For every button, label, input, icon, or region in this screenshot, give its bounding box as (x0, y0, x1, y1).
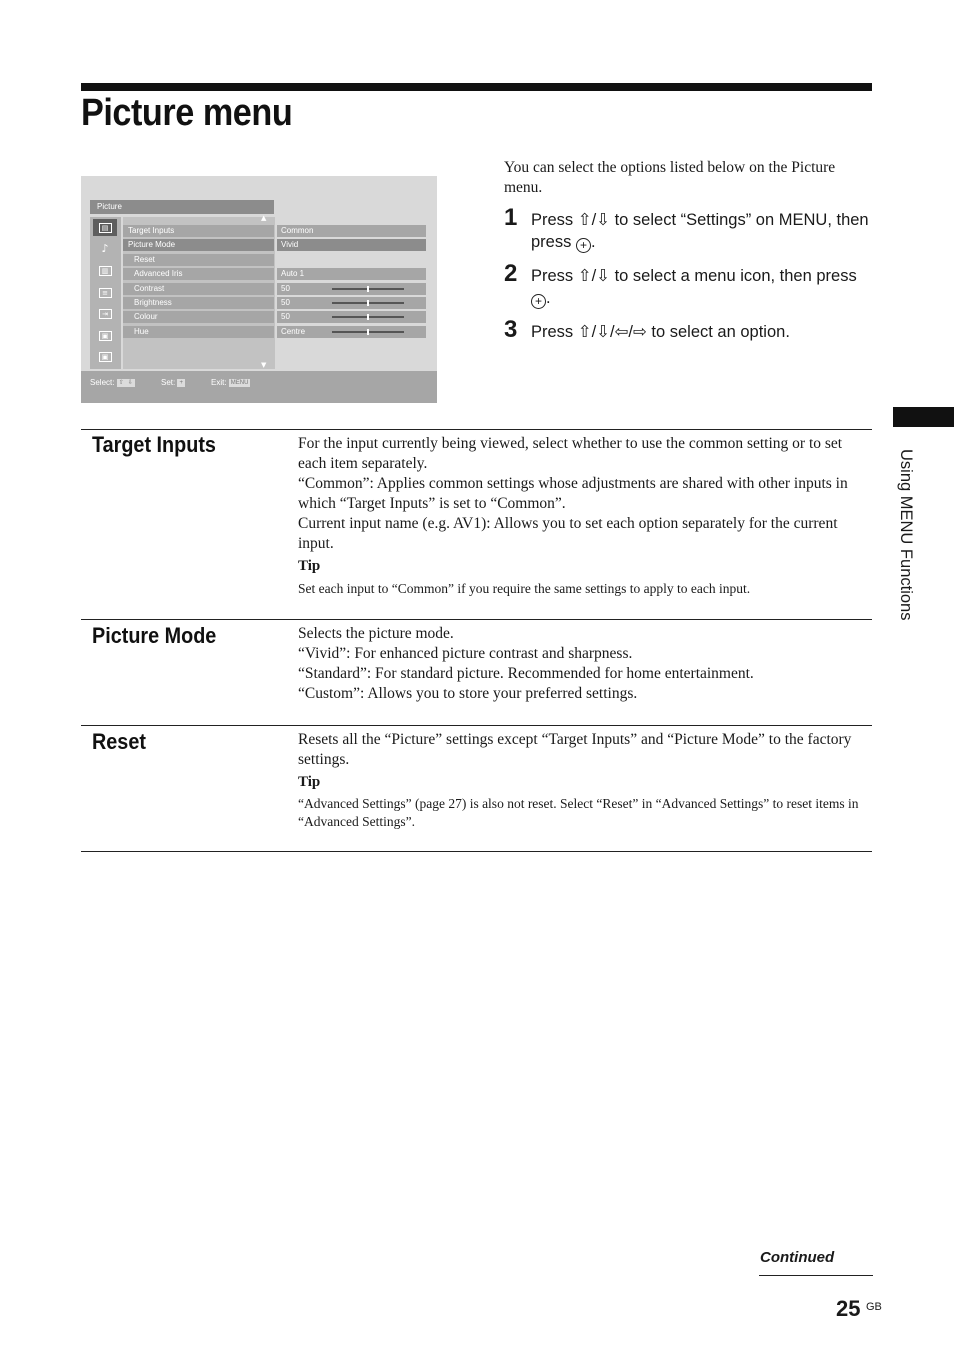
desc-line: “Standard”: For standard picture. Recommended for home entertainment. (298, 665, 754, 682)
tip-label: Tip (298, 558, 321, 574)
osd-row-label[interactable]: Brightness (123, 297, 274, 309)
table-rule (81, 429, 872, 430)
desc-line: Selects the picture mode. (298, 625, 454, 642)
picture-icon[interactable]: ▤ (93, 219, 117, 236)
osd-row-label[interactable]: Colour (123, 311, 274, 323)
osd-panel (90, 200, 427, 371)
screen-icon[interactable]: ▥ (93, 262, 117, 279)
section-tab-label: Using MENU Functions (897, 449, 915, 621)
continued-rule (759, 1275, 873, 1276)
step-number: 2 (504, 260, 518, 287)
osd-row-label[interactable]: Contrast (123, 283, 274, 295)
scroll-up-icon: ▲ (261, 214, 267, 222)
contrast-slider[interactable] (332, 288, 404, 290)
osd-row-value[interactable]: 50 (277, 297, 426, 309)
term-picture-mode: Picture Mode (92, 623, 217, 648)
continued-label: Continued (760, 1249, 835, 1266)
setup-icon[interactable]: ≡ (93, 284, 117, 301)
table-rule (81, 851, 872, 852)
osd-row-label[interactable]: Target Inputs (123, 225, 274, 237)
osd-row-value[interactable]: Common (277, 225, 426, 237)
table-rule (81, 725, 872, 726)
input-icon[interactable]: ⇥ (93, 305, 117, 322)
osd-row-label[interactable]: Reset (123, 254, 274, 266)
tip-text: “Advanced Settings” (page 27) is also not reset. Select “Reset” in “Advanced Settings” to reset items in “Advanced Settings”. (298, 796, 859, 829)
brightness-slider[interactable] (332, 302, 404, 304)
desc-line: For the input currently being viewed, select whether to use the common setting or to set each item separately. (298, 435, 843, 472)
top-rule (81, 83, 872, 91)
step-text: Press ⇧/⇩ to select a menu icon, then press + . (531, 267, 857, 308)
step-text: Press ⇧/⇩/⇦/⇨ to select an option. (531, 323, 790, 341)
section-tab (893, 449, 923, 649)
osd-header: Picture (90, 200, 274, 214)
osd-row-label[interactable]: Advanced Iris (123, 268, 274, 280)
osd-row-value[interactable]: 50 (277, 311, 426, 323)
table-rule (81, 619, 872, 620)
page-title: Picture menu (81, 92, 293, 134)
desc-line: “Vivid”: For enhanced picture contrast and sharpness. (298, 645, 633, 662)
term-target-inputs: Target Inputs (92, 432, 216, 457)
set-button-icon: + (576, 238, 591, 253)
intro-text: You can select the options listed below on the Picture menu. (504, 159, 836, 196)
step-number: 1 (504, 204, 518, 231)
osd-row-label[interactable]: Hue (123, 326, 274, 338)
osd-row-value[interactable]: Centre (277, 326, 426, 338)
osd-select-hint: Select: ⇧ ⇩ (90, 378, 133, 387)
section-tab-marker (893, 407, 954, 427)
osd-row-value[interactable]: 50 (277, 283, 426, 295)
hue-slider[interactable] (332, 331, 404, 333)
osd-exit-hint: Exit: MENU (211, 378, 249, 387)
osd-footer (81, 371, 437, 403)
sound-icon[interactable]: ♪ (101, 242, 109, 255)
settings-icon[interactable]: ▣ (93, 327, 117, 344)
tip-text: Set each input to “Common” if you require the same settings to apply to each input. (298, 581, 751, 596)
osd-row-value[interactable]: Vivid (277, 239, 426, 251)
desc-line: “Common”: Applies common settings whose adjustments are shared with other inputs in which “Target Inputs” is set to “Common”. (298, 475, 848, 512)
desc-line: Current input name (e.g. AV1): Allows you to set each option separately for the current input. (298, 515, 838, 552)
osd-row-label[interactable]: Picture Mode (123, 239, 274, 251)
osd-set-hint: Set: + (161, 378, 183, 387)
term-reset: Reset (92, 729, 146, 754)
page-suffix: GB (866, 1301, 882, 1313)
set-button-icon: + (531, 294, 546, 309)
osd-row-value[interactable]: Auto 1 (277, 268, 426, 280)
pc-settings-icon[interactable]: ▣ (93, 348, 117, 365)
scroll-down-icon: ▼ (261, 361, 267, 369)
step-number: 3 (504, 316, 518, 343)
page-number: 25 (836, 1296, 861, 1321)
desc-line: “Custom”: Allows you to store your preferred settings. (298, 685, 638, 702)
desc-line: Resets all the “Picture” settings except “Target Inputs” and “Picture Mode” to the factory settings. (298, 731, 852, 768)
picture-menu-screenshot (81, 176, 437, 403)
colour-slider[interactable] (332, 316, 404, 318)
tip-label: Tip (298, 774, 321, 790)
osd-icon-column (90, 217, 121, 369)
step-text: Press ⇧/⇩ to select “Settings” on MENU, then press + . (531, 211, 869, 252)
